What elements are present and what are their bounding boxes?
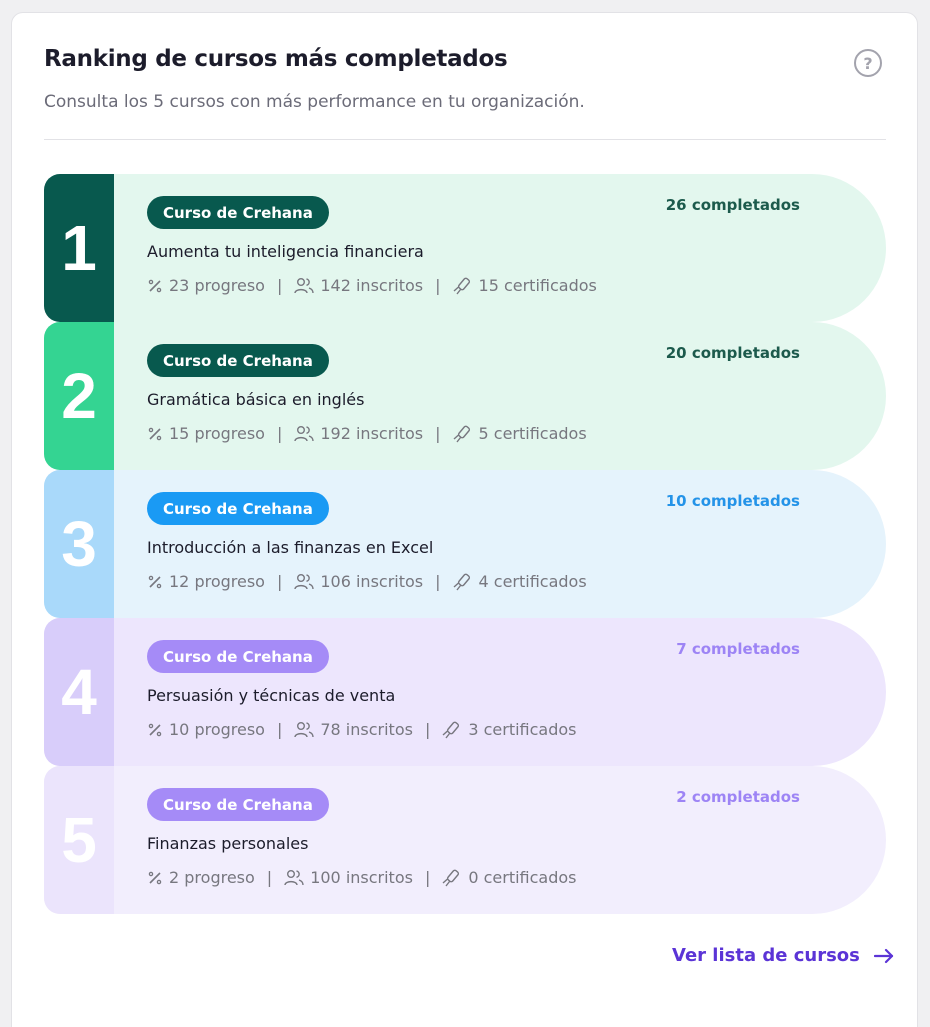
certificates-stat (442, 868, 576, 887)
course-stats (147, 868, 577, 887)
separator: | (435, 424, 441, 443)
course-badge: Curso de Crehana (147, 492, 329, 525)
certificate-icon (453, 425, 473, 443)
percent-icon (147, 574, 163, 590)
completed-count: 10 completados (665, 492, 800, 510)
certificate-icon (442, 869, 462, 887)
certificate-icon (442, 721, 462, 739)
completed-count: 26 completados (665, 196, 800, 214)
enrolled-stat (294, 276, 423, 295)
view-courses-link[interactable] (672, 945, 894, 966)
percent-icon (147, 722, 163, 738)
enrolled-stat (294, 424, 423, 443)
course-stats (147, 276, 597, 295)
progress-value: 23 progreso (169, 276, 265, 295)
progress-value: 15 progreso (169, 424, 265, 443)
progress-value: 10 progreso (169, 720, 265, 739)
course-stats (147, 572, 587, 591)
progress-stat (147, 720, 265, 739)
ranking-list (44, 174, 886, 914)
ranking-row[interactable] (44, 618, 886, 766)
certificates-stat (442, 720, 576, 739)
course-title: Aumenta tu inteligencia financiera (147, 242, 424, 261)
course-title: Persuasión y técnicas de venta (147, 686, 396, 705)
enrolled-value: 192 inscritos (320, 424, 424, 443)
separator: | (435, 276, 441, 295)
completed-count: 7 completados (676, 640, 800, 658)
enrolled-stat (284, 868, 413, 887)
users-icon (294, 277, 314, 295)
rank-number: 5 (44, 766, 114, 914)
ranking-row[interactable] (44, 470, 886, 618)
completed-count: 20 completados (665, 344, 800, 362)
course-stats (147, 720, 577, 739)
users-icon (294, 721, 314, 739)
completed-count: 2 completados (676, 788, 800, 806)
certificates-value: 4 certificados (478, 572, 587, 591)
progress-stat (147, 572, 265, 591)
rank-number: 1 (44, 174, 114, 322)
users-icon (284, 869, 304, 887)
course-badge: Curso de Crehana (147, 344, 329, 377)
percent-icon (147, 426, 163, 442)
rank-number: 4 (44, 618, 114, 766)
separator: | (276, 276, 283, 295)
view-courses-label: Ver lista de cursos (672, 945, 860, 966)
ranking-row[interactable] (44, 322, 886, 470)
course-title: Finanzas personales (147, 834, 309, 853)
question-circle-icon[interactable]: ? (854, 49, 882, 77)
card-title: Ranking de cursos más completados (44, 46, 508, 72)
separator: | (435, 572, 441, 591)
progress-value: 12 progreso (169, 572, 265, 591)
separator: | (266, 868, 273, 887)
enrolled-value: 78 inscritos (320, 720, 413, 739)
certificates-stat (453, 276, 597, 295)
separator: | (276, 720, 283, 739)
enrolled-value: 106 inscritos (320, 572, 424, 591)
enrolled-stat (294, 572, 423, 591)
enrolled-value: 142 inscritos (320, 276, 424, 295)
certificates-value: 0 certificados (468, 868, 577, 887)
divider (44, 139, 886, 140)
course-badge: Curso de Crehana (147, 640, 329, 673)
percent-icon (147, 870, 163, 886)
progress-stat (147, 424, 265, 443)
progress-stat (147, 276, 265, 295)
course-badge: Curso de Crehana (147, 788, 329, 821)
certificate-icon (453, 573, 473, 591)
enrolled-stat (294, 720, 413, 739)
arrow-right-icon (874, 948, 894, 964)
separator: | (424, 868, 431, 887)
ranking-row[interactable] (44, 174, 886, 322)
enrolled-value: 100 inscritos (310, 868, 413, 887)
certificate-icon (453, 277, 473, 295)
progress-stat (147, 868, 255, 887)
ranking-card (11, 12, 918, 1027)
course-badge: Curso de Crehana (147, 196, 329, 229)
users-icon (294, 573, 314, 591)
rank-number: 2 (44, 322, 114, 470)
certificates-stat (453, 572, 587, 591)
course-stats (147, 424, 587, 443)
separator: | (276, 572, 283, 591)
progress-value: 2 progreso (169, 868, 255, 887)
certificates-value: 15 certificados (478, 276, 597, 295)
separator: | (424, 720, 431, 739)
users-icon (294, 425, 314, 443)
ranking-row[interactable] (44, 766, 886, 914)
certificates-value: 5 certificados (478, 424, 587, 443)
card-subtitle: Consulta los 5 cursos con más performance en tu organización. (44, 92, 585, 112)
course-title: Introducción a las finanzas en Excel (147, 538, 434, 557)
certificates-value: 3 certificados (468, 720, 577, 739)
percent-icon (147, 278, 163, 294)
separator: | (276, 424, 283, 443)
certificates-stat (453, 424, 587, 443)
rank-number: 3 (44, 470, 114, 618)
course-title: Gramática básica en inglés (147, 390, 365, 409)
